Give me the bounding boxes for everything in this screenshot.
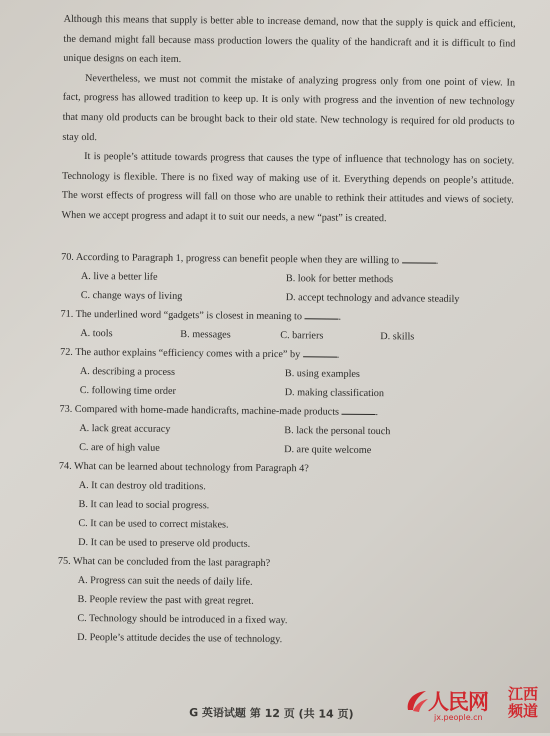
people-cn-logo-icon <box>404 688 430 714</box>
passage-paragraph-2: Nevertheless, we must not commit the mistake of analyzing progress only from one point of view. In fact, progress has allowed tradition to keep up. It is only with progress and the invention of new technology that many old products can be brought back to their old state. New technology is required for old products to stay old. <box>62 72 516 143</box>
option-d: D. It can be used to preserve old products. <box>78 536 251 550</box>
question-75 <box>57 552 513 652</box>
option-c: C. It can be used to correct mistakes. <box>78 517 229 531</box>
logo-name: 人民网 <box>428 690 488 714</box>
page-footer: G 英语试题 第 12 页 (共 14 页) <box>189 706 354 721</box>
option-b: B. lack the personal touch <box>284 425 391 438</box>
question-stem: 74. What can be learned about technology from Paragraph 4? <box>58 460 309 475</box>
option-a: A. It can destroy old traditions. <box>78 479 206 493</box>
option-c: C. are of high value <box>79 441 160 454</box>
option-b: B. People review the past with great regret. <box>77 593 254 607</box>
question-stem: 75. What can be concluded from the last paragraph? <box>57 555 271 569</box>
question-stem: 73. Compared with home-made handicrafts, machine-made products <box>59 403 340 418</box>
option-d: D. making classification <box>284 387 385 400</box>
option-a: A. lack great accuracy <box>79 422 171 435</box>
option-c: C. barriers <box>280 330 324 342</box>
option-d: D. are quite welcome <box>284 444 372 457</box>
option-b: B. look for better methods <box>285 273 394 286</box>
answer-blank <box>304 309 338 319</box>
option-d: D. People’s attitude decides the use of technology. <box>77 631 283 646</box>
passage-paragraph-3: It is people’s attitude towards progress that causes the type of influence that technology has on society. Technology is flexible. There is no fixed way of making use of it. Everything depends on people’s attitude. The worst effects of progress will fall on those who are unable to rethink their attitudes and views of society. When we accept progress and adapt it to suit our needs, a new “past” is created. <box>61 151 515 225</box>
option-d: D. accept technology and advance steadily <box>285 292 460 305</box>
option-b: B. using examples <box>284 368 360 380</box>
question-stem: 70. According to Paragraph 1, progress can benefit people when they are willing to <box>61 251 400 267</box>
option-a: A. live a better life <box>80 270 158 283</box>
question-73: 73. Compared with home-made handicrafts, machine-made products . A. lack great accuracy B. lack the personal touch C. are of high value D. are quite welcome <box>59 400 515 462</box>
option-c: C. following time order <box>79 384 176 397</box>
question-71: 71. The underlined word “gadgets” is closest in meaning to . A. tools B. messages C. barriers D. skills <box>60 305 515 348</box>
answer-blank <box>402 253 436 263</box>
option-b: B. messages <box>180 329 231 341</box>
question-70: 70. According to Paragraph 1, progress can benefit people when they are willing to . A. live a better life B. look for better methods C. change ways of living D. accept technology and advance steadily <box>61 248 517 310</box>
option-d: D. skills <box>380 331 415 343</box>
logo-region: 江西频道 <box>508 685 539 720</box>
question-72: 72. The author explains “efficiency comes with a price” by . A. describing a process B. using examples C. following time order D. making classification <box>60 343 516 405</box>
option-a: A. tools <box>80 327 113 340</box>
question-74 <box>58 457 514 557</box>
logo-url: jx.people.cn <box>434 713 483 722</box>
passage-paragraph-1: Although this means that supply is better able to increase demand, now that the supply is quick and efficient, the demand might fall because mass production lowers the quality of the handicraft and it is difficult to find unique designs on each item. <box>63 13 516 66</box>
answer-blank <box>303 347 337 357</box>
question-stem: 72. The author explains “efficiency comes with a price” by <box>60 346 301 361</box>
people-cn-watermark-logo <box>404 686 544 728</box>
option-a: A. describing a process <box>79 365 176 378</box>
option-b: B. It can lead to social progress. <box>78 498 210 512</box>
option-c: C. Technology should be introduced in a fixed way. <box>77 612 288 627</box>
option-c: C. change ways of living <box>80 289 183 303</box>
question-stem: 71. The underlined word “gadgets” is closest in meaning to <box>60 308 303 323</box>
reading-passage <box>61 10 515 230</box>
question-list <box>57 248 516 652</box>
answer-blank <box>342 405 376 415</box>
option-a: A. Progress can suit the needs of daily life. <box>77 574 253 588</box>
